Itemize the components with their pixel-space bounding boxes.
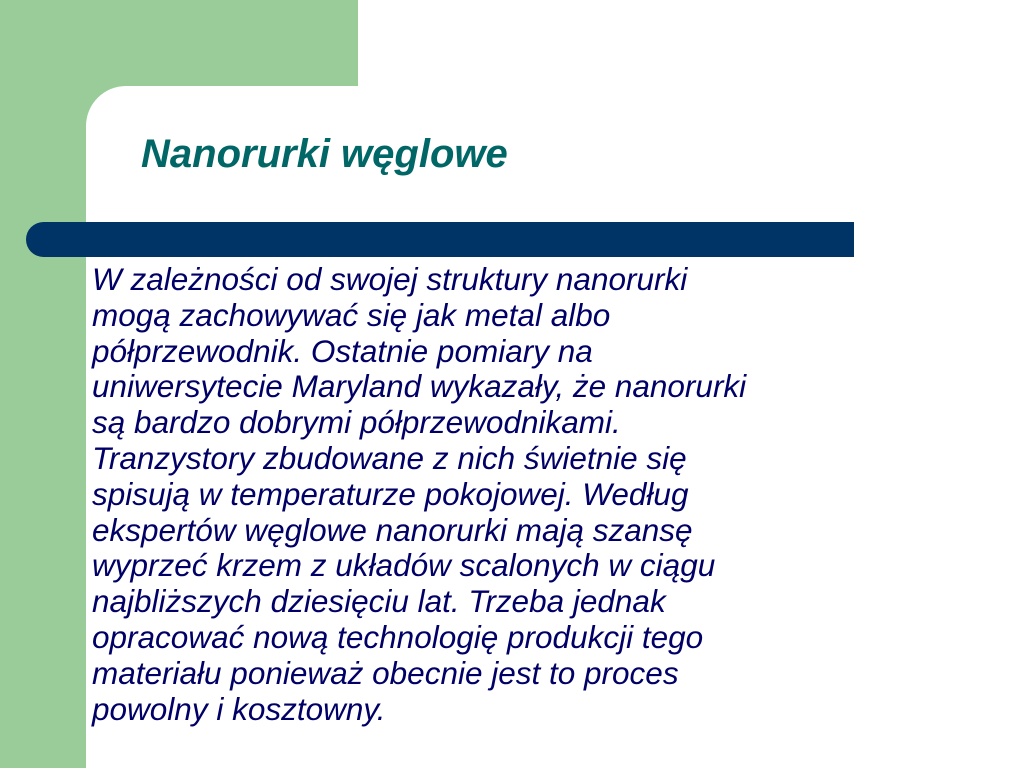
body-text-line: najbliższych dziesięciu lat. Trzeba jednak (92, 583, 666, 620)
title-divider-bar (26, 222, 854, 257)
body-text-line: Tranzystory zbudowane z nich świetnie się (92, 439, 687, 476)
body-text-line: uniwersytecie Maryland wykazały, że nanorurki (92, 368, 747, 405)
body-text-line: spisują w temperaturze pokojowej. Według (92, 475, 689, 512)
body-text-line: powolny i kosztowny. (92, 690, 386, 727)
body-text-line: półprzewodnik. Ostatnie pomiary na (92, 332, 593, 369)
slide-title: Nanorurki węglowe (141, 132, 508, 176)
body-text-line: W zależności od swojej struktury nanorurki (92, 261, 688, 297)
body-text-line: mogą zachowywać się jak metal albo (92, 296, 611, 333)
slide-body-text (92, 262, 972, 727)
body-text-line: są bardzo dobrymi półprzewodnikami. (92, 404, 621, 441)
body-text-line: ekspertów węglowe nanorurki mają szansę (92, 511, 693, 548)
body-text-line: opracować nową technologię produkcji tego (92, 618, 704, 655)
body-text-line: wyprzeć krzem z układów scalonych w ciągu (92, 547, 716, 584)
body-text-line: materiału ponieważ obecnie jest to proces (92, 654, 679, 691)
